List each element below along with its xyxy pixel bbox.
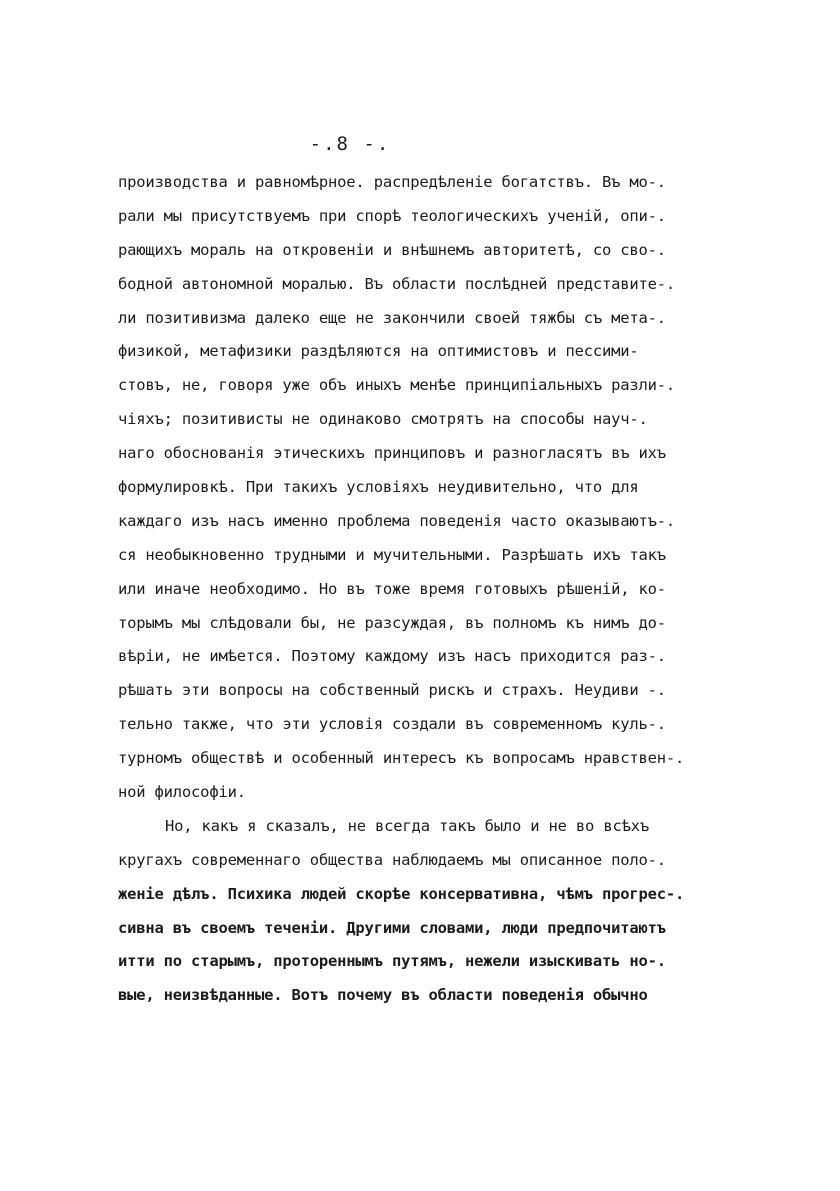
text-line: женіе дѣлъ. Психика людей скорѣе консервативна, чѣмъ прогрес-. (118, 884, 685, 903)
text-line: рающихъ мораль на откровеніи и внѣшнемъ авторитетѣ, со сво-. (118, 240, 666, 259)
text-line: кругахъ современнаго общества наблюдаемъ мы описанное поло-. (118, 850, 666, 869)
text-line: бодной автономной моралью. Въ области послѣдней представите-. (118, 274, 676, 293)
text-line: торымъ мы слѣдовали бы, не разсуждая, въ полномъ къ нимъ до- (118, 613, 666, 632)
text-line: тельно также, что эти условія создали въ современномъ куль-. (118, 715, 666, 734)
text-line: рали мы присутствуемъ при спорѣ теологическихъ ученій, опи-. (118, 206, 666, 225)
text-line: физикой, метафизики раздѣляются на оптимистовъ и пессими- (118, 342, 639, 361)
text-line: итти по старымъ, протореннымъ путямъ, нежели изыскивать но-. (118, 952, 666, 971)
text-line: производства и равномѣрное. распредѣленіе богатствъ. Въ мо-. (118, 173, 666, 191)
body-text (118, 166, 688, 1013)
page-number: -.8 -. (309, 133, 391, 155)
text-line: ной философіи. (118, 783, 246, 802)
paragraph-first-line: Но, какъ я сказалъ, не всегда такъ было и не во всѣхъ (165, 816, 649, 835)
text-line: сивна въ своемъ теченіи. Другими словами, люди предпочитаютъ (118, 918, 666, 937)
text-line: чіяхъ; позитивисты не одинаково смотрятъ на способы науч-. (118, 410, 648, 429)
text-line: вые, неизвѣданные. Вотъ почему въ области поведенія обычно (118, 986, 648, 1005)
text-line: турномъ обществѣ и особенный интересъ къ вопросамъ нравствен-. (118, 749, 685, 768)
text-line: формулировкѣ. При такихъ условіяхъ неудивительно, что для (118, 478, 639, 497)
text-line: рѣшать эти вопросы на собственный рискъ и страхъ. Неудиви -. (118, 681, 666, 700)
text-line: стовъ, не, говоря уже объ иныхъ менѣе принципіальныхъ разли-. (118, 376, 676, 395)
text-line: или иначе необходимо. Но въ тоже время готовыхъ рѣшеній, ко- (118, 579, 666, 598)
text-line: каждаго изъ насъ именно проблема поведенія часто оказываютъ-. (118, 511, 676, 530)
text-line: ли позитивизма далеко еще не закончили своей тяжбы съ мета-. (118, 308, 666, 327)
text-line: вѣріи, не имѣется. Поэтому каждому изъ насъ приходится раз-. (118, 647, 666, 666)
text-line: ся необыкновенно трудными и мучительными. Разрѣшать ихъ такъ (118, 545, 666, 564)
text-line: наго обоснованія этическихъ принциповъ и разногласятъ въ ихъ (118, 444, 666, 463)
